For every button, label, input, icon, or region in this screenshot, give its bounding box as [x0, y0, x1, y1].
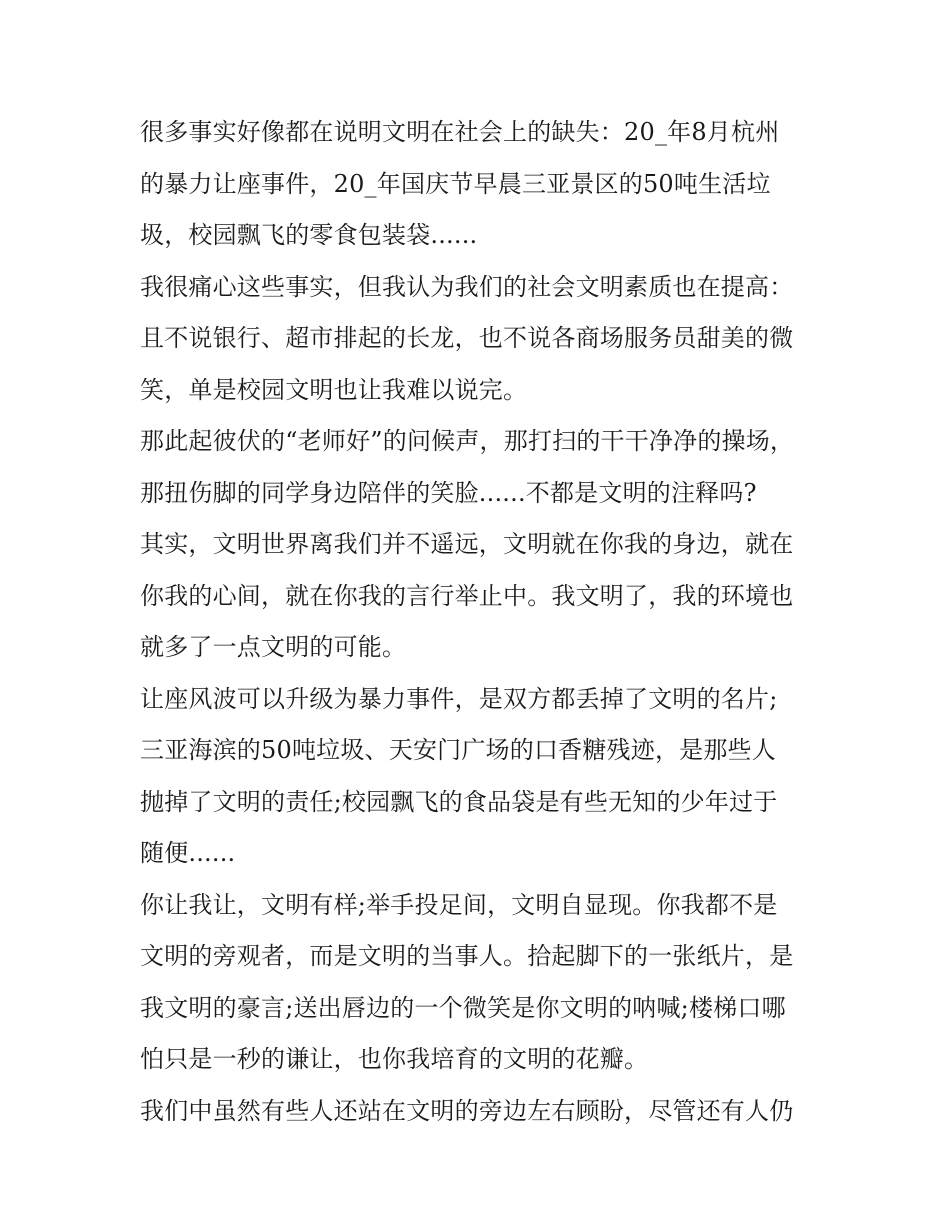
text-line: 且不说银行、超市排起的长龙，也不说各商场服务员甜美的微	[140, 324, 794, 352]
text-line: 你我的心间，就在你我的言行举止中。我文明了，我的环境也	[140, 581, 794, 610]
text-line: 那扭伤脚的同学身边陪伴的笑脸......不都是文明的注释吗?	[140, 478, 757, 507]
paragraph-6	[140, 880, 820, 1086]
text-line: 圾，校园飘飞的零食包装袋......	[140, 221, 478, 249]
paragraph-3	[140, 416, 820, 519]
text-line: 其实，文明世界离我们并不遥远，文明就在你我的身边，就在	[140, 530, 794, 558]
paragraph-2	[140, 262, 820, 417]
text-line: 我文明的豪言;送出唇边的一个微笑是你文明的呐喊;楼梯口哪	[140, 993, 786, 1022]
text-line: 你让我让，文明有样;举手投足间，文明自显现。你我都不是	[140, 890, 778, 919]
text-line: 的暴力让座事件，20_年国庆节早晨三亚景区的50吨生活垃	[140, 169, 771, 198]
text-line: 随便......	[140, 839, 236, 867]
text-line: 我们中虽然有些人还站在文明的旁边左右顾盼，尽管还有人仍	[140, 1096, 794, 1125]
text-line: 很多事实好像都在说明文明在社会上的缺失：20_年8月杭州	[140, 118, 780, 146]
paragraph-4	[140, 519, 820, 674]
paragraph-5	[140, 674, 820, 880]
paragraph-7	[140, 1086, 820, 1138]
text-line: 三亚海滨的50吨垃圾、天安门广场的口香糖残迹，是那些人	[140, 736, 776, 764]
text-line: 抛掉了文明的责任;校园飘飞的食品袋是有些无知的少年过于	[140, 787, 778, 816]
text-line: 就多了一点文明的可能。	[140, 633, 407, 661]
text-line: 怕只是一秒的谦让，也你我培育的文明的花瓣。	[140, 1045, 649, 1073]
document-body	[140, 107, 820, 1137]
text-line: 那此起彼伏的“老师好”的问候声，那打扫的干干净净的操场，	[140, 427, 795, 455]
text-line: 文明的旁观者，而是文明的当事人。拾起脚下的一张纸片，是	[140, 942, 794, 970]
text-line: 我很痛心这些事实，但我认为我们的社会文明素质也在提高：	[140, 272, 794, 301]
paragraph-1	[140, 107, 820, 262]
text-line: 让座风波可以升级为暴力事件，是双方都丢掉了文明的名片;	[140, 684, 778, 713]
text-line: 笑，单是校园文明也让我难以说完。	[140, 375, 528, 404]
